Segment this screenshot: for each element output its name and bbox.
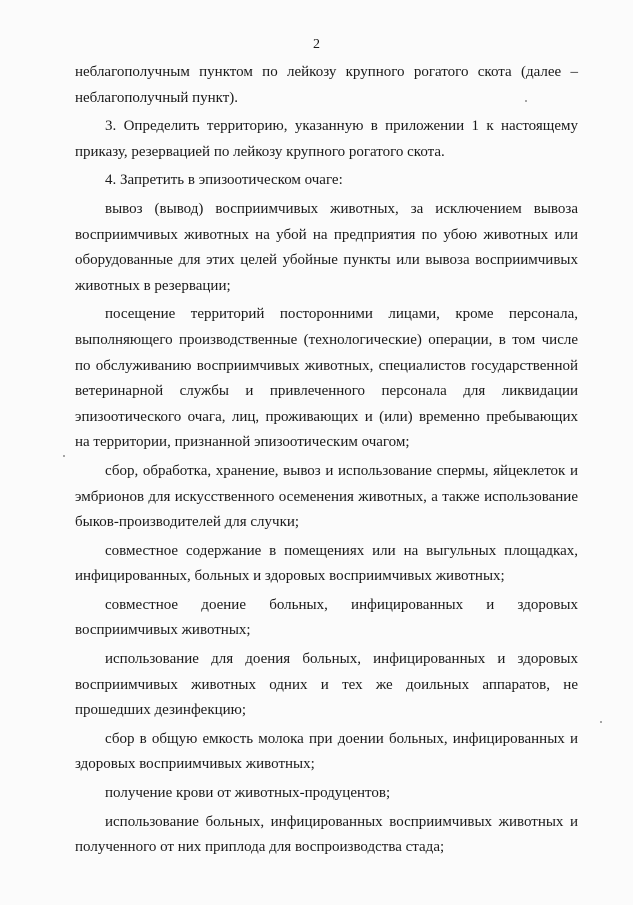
scan-speck (600, 721, 602, 723)
prohibition-item: сбор, обработка, хранение, вывоз и использование спермы, яйцеклеток и эмбрионов для искусственного осеменения животных, а также использование быков-производителей для случки; (75, 462, 578, 531)
prohibition-item: использование для доения больных, инфицированных и здоровых восприимчивых животных одних и тех же доильных аппаратов, не прошедших дезинфекцию; (75, 651, 578, 719)
prohibition-item: совместное содержание в помещениях или на выгульных площадках, инфицированных, больных и здоровых восприимчивых животных; (75, 542, 578, 585)
document-body (75, 60, 578, 864)
paragraph-continuation: неблагополучным пунктом по лейкозу крупного рогатого скота (далее – неблагополучный пункт). (75, 64, 578, 106)
scan-speck (525, 100, 527, 102)
prohibition-item: сбор в общую емкость молока при доении больных, инфицированных и здоровых восприимчивых животных; (75, 730, 578, 773)
prohibition-item: вывоз (вывод) восприимчивых животных, за исключением вывоза восприимчивых животных на убой на предприятия по убою животных или оборудованные для этих целей убойные пункты или вывоза восприимчивых животных в резервации; (75, 200, 578, 294)
paragraph-item-3: 3. Определить территорию, указанную в приложении 1 к настоящему приказу, резервацией по лейкозу крупного рогатого скота. (75, 118, 578, 160)
page-number: 2 (313, 37, 320, 52)
prohibition-item: посещение территорий посторонними лицами, кроме персонала, выполняющего производственные (технологические) операции, в том числе по обслуживанию восприимчивых животных, специалистов государственной ветеринарной службы и привлеченного персонала для ликвидации эпизоотического очага, лиц, проживающих и (или) временно пребывающих на территории, признанной эпизоотическим очагом; (75, 306, 578, 451)
prohibition-item: совместное доение больных, инфицированных и здоровых восприимчивых животных; (75, 596, 578, 639)
prohibition-item: использование больных, инфицированных восприимчивых животных и полученного от них приплода для воспроизводства стада; (75, 813, 578, 856)
scan-speck (63, 455, 65, 457)
paragraph-item-4: 4. Запретить в эпизоотическом очаге: (105, 172, 343, 189)
prohibition-item: получение крови от животных-продуцентов; (105, 785, 391, 802)
